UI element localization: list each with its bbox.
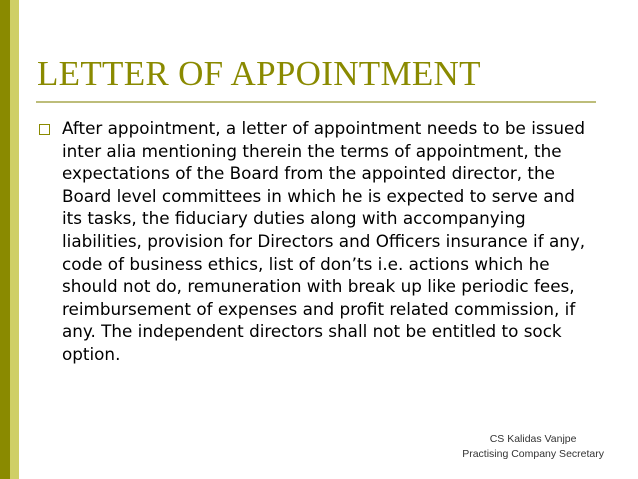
bullet-text: After appointment, a letter of appointment needs to be issued inter alia mentioning therein the terms of appointment, the expectations of the Board from the appointed director, the Board level committees in which he is expected to serve and its tasks, the fiduciary duties along with accompanying liabilities, provision for Directors and Officers insurance if any, code of business ethics, list of don’ts i.e. actions which he should not do, remuneration with break up like periodic fees, reimbursement of expenses and profit related commission, if any. The independent directors shall not be entitled to sock option.: [62, 118, 586, 364]
footer-credit: [462, 432, 604, 462]
slide-title: LETTER OF APPOINTMENT: [37, 54, 481, 93]
footer-designation: Practising Company Secretary: [462, 448, 604, 460]
sidebar-light-stripe: [10, 0, 19, 479]
title-underline: [36, 101, 596, 103]
sidebar-dark-stripe: [0, 0, 10, 479]
square-bullet-icon: [39, 124, 50, 135]
footer-name: CS Kalidas Vanjpe: [489, 433, 577, 445]
